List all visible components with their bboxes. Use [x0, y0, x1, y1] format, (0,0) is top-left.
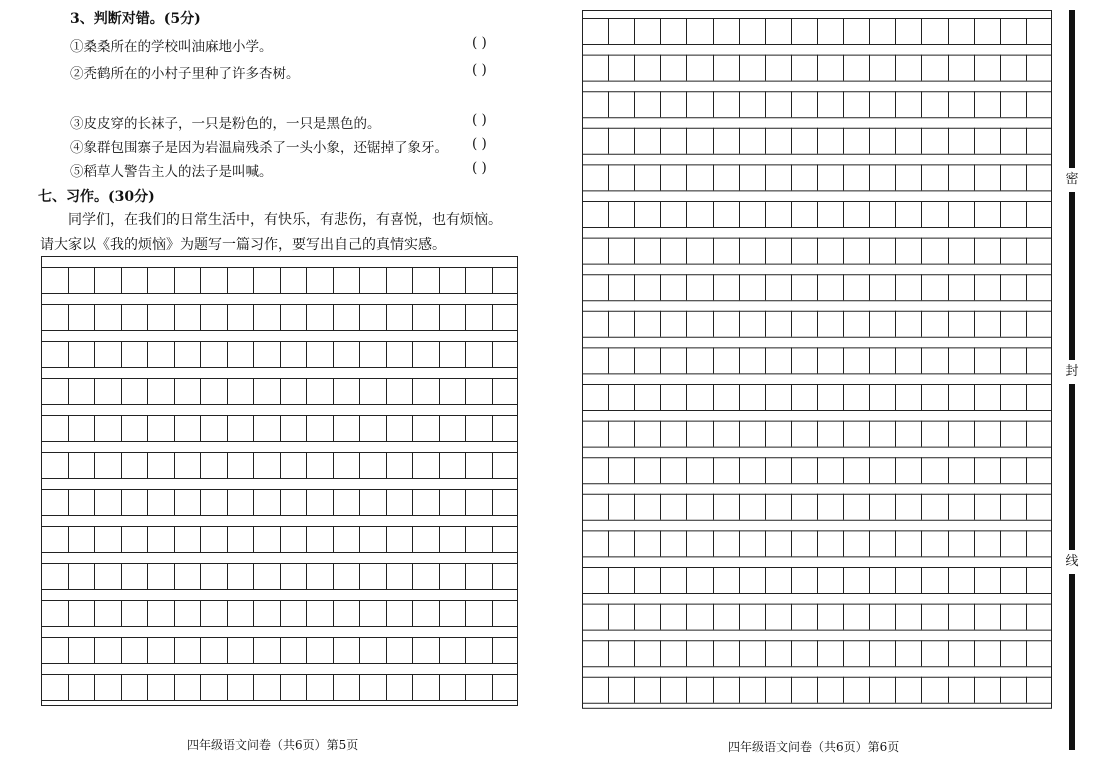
composition-grid-right[interactable]	[582, 10, 1052, 709]
answer-blank-1[interactable]: ( )	[472, 35, 487, 51]
grid-row	[582, 677, 1052, 704]
grid-row	[582, 311, 1052, 338]
grid-row	[41, 415, 518, 442]
grid-row	[582, 530, 1052, 557]
judge-item-2: ②秃鹤所在的小村子里种了许多杏树。	[70, 66, 300, 82]
grid-row	[41, 600, 518, 627]
grid-row	[41, 378, 518, 405]
grid-row	[41, 637, 518, 664]
composition-grid-left[interactable]	[41, 256, 518, 706]
grid-row	[582, 164, 1052, 191]
grid-row	[582, 421, 1052, 448]
grid-row	[582, 640, 1052, 667]
grid-row	[582, 91, 1052, 118]
grid-row	[41, 563, 518, 590]
grid-row	[582, 494, 1052, 521]
grid-svg	[41, 256, 518, 706]
judge-item-3: ③皮皮穿的长袜子，一只是粉色的，一只是黑色的。	[70, 116, 381, 132]
right-exam-page	[548, 0, 1096, 775]
judge-item-4: ④象群包围寨子是因为岩温扁残杀了一头小象，还锯掉了象牙。	[70, 140, 448, 156]
grid-row	[582, 457, 1052, 484]
grid-row	[582, 567, 1052, 594]
grid-svg	[582, 10, 1052, 709]
seal-char-xian: 线	[1061, 550, 1083, 574]
page-footer-6: 四年级语文问卷（共6页）第6页	[728, 740, 900, 754]
grid-row	[41, 304, 518, 331]
section-7-title: 七、习作。(30分)	[38, 189, 155, 205]
page-footer-5: 四年级语文问卷（共6页）第5页	[187, 738, 359, 752]
grid-row	[41, 341, 518, 368]
answer-blank-4[interactable]: ( )	[472, 136, 487, 152]
grid-row	[582, 347, 1052, 374]
grid-row	[582, 238, 1052, 265]
grid-row	[582, 604, 1052, 631]
grid-row	[582, 274, 1052, 301]
judge-item-5: ⑤稻草人警告主人的法子是叫喊。	[70, 164, 273, 180]
grid-row	[41, 452, 518, 479]
grid-row	[41, 526, 518, 553]
answer-blank-2[interactable]: ( )	[472, 62, 487, 78]
grid-row	[41, 267, 518, 294]
judge-item-1: ①桑桑所在的学校叫油麻地小学。	[70, 39, 273, 55]
section-3-title: 3、判断对错。(5分)	[70, 11, 201, 27]
grid-row	[582, 201, 1052, 228]
grid-row	[582, 18, 1052, 45]
answer-blank-3[interactable]: ( )	[472, 112, 487, 128]
grid-row	[582, 55, 1052, 82]
grid-row	[582, 128, 1052, 155]
grid-row	[41, 674, 518, 701]
grid-row	[582, 384, 1052, 411]
answer-blank-5[interactable]: ( )	[472, 160, 487, 176]
seal-char-mi: 密	[1061, 168, 1083, 192]
writing-prompt-line-2: 请大家以《我的烦恼》为题写一篇习作，要写出自己的真情实感。	[40, 237, 446, 253]
writing-prompt-line-1: 同学们，在我们的日常生活中，有快乐，有悲伤，有喜悦，也有烦恼。	[68, 212, 502, 228]
seal-char-feng: 封	[1061, 360, 1083, 384]
grid-row	[41, 489, 518, 516]
